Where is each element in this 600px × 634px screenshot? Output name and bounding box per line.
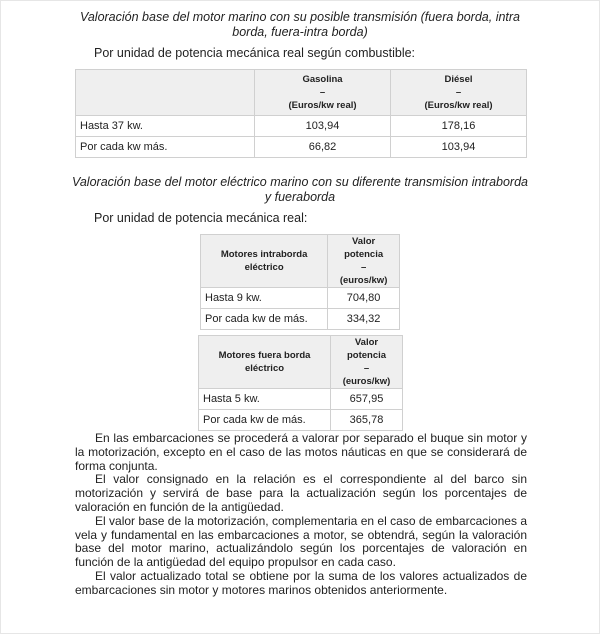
fueraborda-electric-table	[198, 335, 403, 431]
table-header-value: Valor potencia – (euros/kw)	[331, 336, 403, 389]
table-header-label: Motores intraborda eléctrico	[201, 235, 328, 288]
section2-lead: Por unidad de potencia mecánica real:	[94, 211, 308, 225]
body-text	[75, 432, 527, 598]
combustion-motor-table	[75, 69, 527, 158]
table-header-label: Motores fuera borda eléctrico	[199, 336, 331, 389]
section2-title: Valoración base del motor eléctrico marino con su diferente transmision intraborda y fueraborda	[71, 175, 529, 204]
table-row: Hasta 5 kw. 657,95	[199, 389, 403, 410]
paragraph: En las embarcaciones se procederá a valorar por separado el buque sin motor y la motorización, excepto en el caso de las motos náuticas en que se considerará de forma conjunta.	[75, 431, 527, 473]
paragraph: El valor actualizado total se obtiene por la suma de los valores actualizados de embarcaciones sin motor y motores marinos obtenidos anteriormente.	[75, 568, 527, 597]
table-row: Por cada kw de más. 365,78	[199, 410, 403, 431]
table-row: Por cada kw más. 66,82 103,94	[76, 137, 527, 158]
table-header-gasolina: Gasolina – (Euros/kw real)	[255, 70, 391, 116]
table-row: Por cada kw de más. 334,32	[201, 309, 400, 330]
table-row: Hasta 37 kw. 103,94 178,16	[76, 116, 527, 137]
paragraph: El valor base de la motorización, complementaria en el caso de embarcaciones a vela y fundamental en las embarcaciones a motor, se obtendrá, según la valoración base del motor marino, actualizándolo según los porcentajes de valoración en función de la antigüedad del equipo propulsor en cada caso.	[75, 513, 527, 570]
intraborda-electric-table	[200, 234, 400, 330]
paragraph: El valor consignado en la relación es el correspondiente al del barco sin motorización y servirá de base para la actualización según los porcentajes de valoración en función de la antigüedad.	[75, 472, 527, 514]
table-header-diesel: Diésel – (Euros/kw real)	[391, 70, 527, 116]
section1-lead: Por unidad de potencia mecánica real según combustible:	[94, 46, 416, 60]
section1-title: Valoración base del motor marino con su posible transmisión (fuera borda, intra borda, fuera-intra borda)	[79, 10, 521, 39]
table-row: Hasta 9 kw. 704,80	[201, 288, 400, 309]
table-header-value: Valor potencia – (euros/kw)	[328, 235, 400, 288]
table-header-empty	[76, 70, 255, 116]
